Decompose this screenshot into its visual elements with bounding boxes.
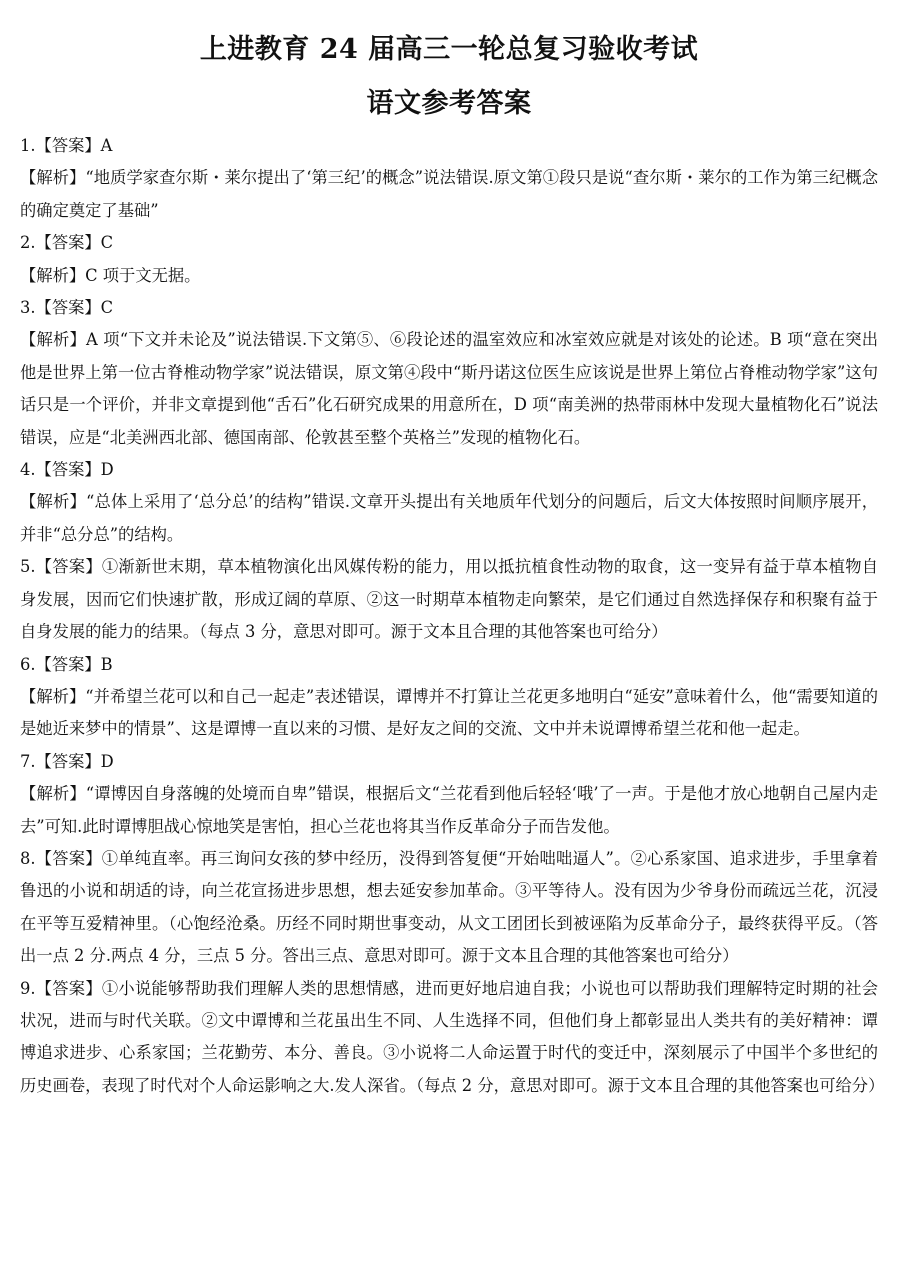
q1-analysis: 【解析】“地质学家查尔斯・莱尔提出了‘第三纪’的概念”说法错误.原文第①段只是说“查尔斯・莱尔的工作为第三纪概念的确定奠定了基础” [20,168,878,220]
q7-analysis: 【解析】“谭博因自身落魄的处境而自卑”错误，根据后文“兰花看到他后轻轻‘哦’了一声。于是他才放心地朝自己屋内走去”可知.此时谭博胆战心惊地笑是害怕，担心兰花也将其当作反革命分子而告发他。 [20,784,878,836]
q4-answer: 4.【答案】D [20,460,114,480]
answer-content [20,130,885,1102]
q2-analysis: 【解析】C 项于文无据。 [20,265,201,285]
q9-answer: 9.【答案】①小说能够帮助我们理解人类的思想情感，进而更好地启迪自我；小说也可以帮助我们理解特定时期的社会状况，进而与时代关联。②文中谭博和兰花虽出生不同、人生选择不同，但他们身上都彰显出人类共有的美好精神：谭博追求进步、心系家国；兰花勤劳、本分、善良。③小说将二人命运置于时代的变迁中，深刻展示了中国半个多世纪的历史画卷，表现了时代对个人命运影响之大.发人深省。（每点 2 分，意思对即可。源于文本且合理的其他答案也可给分） [20,978,885,1095]
page-title: 上进教育 24 届高三一轮总复习验收考试 [199,34,699,65]
q8-answer: 8.【答案】①单纯直率。再三询问女孩的梦中经历，没得到答复便“开始咄咄逼人”。②心系家国、追求进步，手里拿着鲁迅的小说和胡适的诗，向兰花宣扬进步思想，想去延安参加革命。③平等待人。没有因为少爷身份而疏远兰花，沉浸在平等互爱精神里。（心饱经沧桑。历经不同时期世事变动，从文工团团长到被诬陷为反革命分子，最终获得平反。（答出一点 2 分.两点 4 分，三点 5 分。答出三点、意思对即可。源于文本且合理的其他答案也可给分） [20,848,878,966]
q5-answer: 5.【答案】①渐新世末期，草本植物演化出风媒传粉的能力，用以抵抗植食性动物的取食，这一变异有益于草本植物自身发展，因而它们快速扩散，形成辽阔的草原、②这一时期草本植物走向繁荣，是它们通过自然选择保存和积聚有益于自身发展的能力的结果。（每点 3 分，意思对即可。源于文本且合理的其他答案也可给分） [20,557,878,642]
q1-answer: 1.【答案】A [20,136,113,155]
q6-analysis: 【解析】“并希望兰花可以和自己一起走”表述错误，谭博并不打算让兰花更多地明白“延安”意味着什么，他“需要知道的是她近来梦中的情景”、这是谭博一直以来的习惯、是好友之间的交流、文中并未说谭博希望兰花和他一起走。 [20,686,878,739]
q6-answer: 6.【答案】B [20,654,113,674]
q2-answer: 2.【答案】C [20,233,114,253]
q3-analysis: 【解析】A 项“下文并未论及”说法错误.下文第⑤、⑥段论述的温室效应和冰室效应就是对该处的论述。B 项“意在突出他是世界上第一位古脊椎动物学家”说法错误，原文第④段中“斯丹诺这位医生应该说是世界上第位占脊椎动物学家”这句话只是一个评价，并非文章提到他“舌石”化石研究成果的用意所在，D 项“南美洲的热带雨林中发现大量植物化石”说法错误，应是“北美洲西北部、德国南部、伦敦甚至整个英格兰”发现的植物化石。 [20,330,878,447]
q7-answer: 7.【答案】D [20,751,114,771]
q4-analysis: 【解析】“总体上采用了‘总分总’的结构”错误.文章开头提出有关地质年代划分的问题后，后文大体按照时间顺序展开，并非“总分总”的结构。 [20,492,878,544]
q3-answer: 3.【答案】C [20,298,114,318]
page-subtitle: 语文参考答案 [366,88,532,119]
